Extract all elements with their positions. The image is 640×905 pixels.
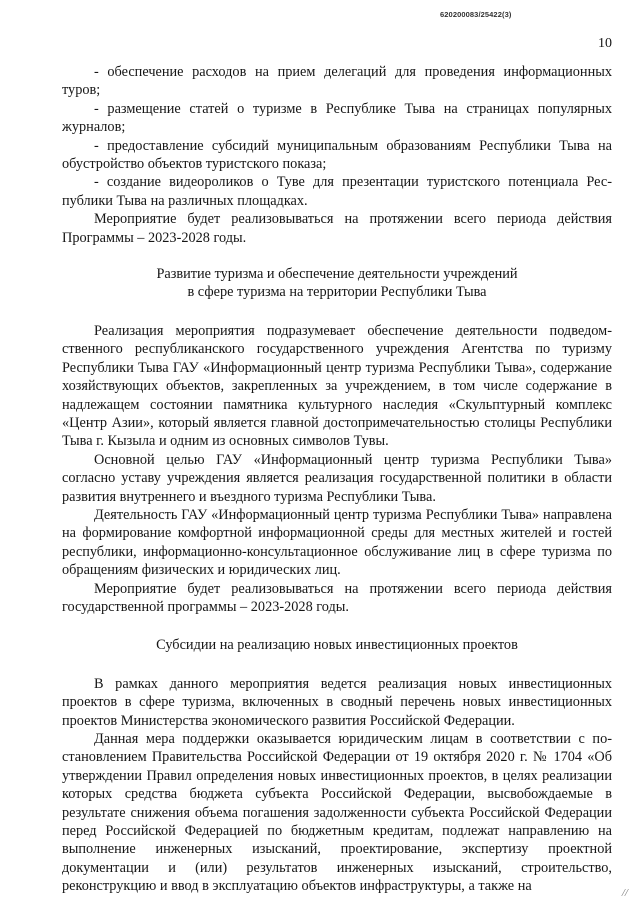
paragraph: В рамках данного мероприятия ведется реализация новых инвестиционных проектов в сфере туризма, включенных в сводный перечень новых инвестиционных проектов Министерства экономического развития Российской Федерации. <box>62 675 612 729</box>
page-number: 10 <box>598 36 612 51</box>
list-item: - размещение статей о туризме в Республике Тыва на страницах популярных журналов; <box>62 100 612 136</box>
footer-mark: // <box>621 887 628 899</box>
document-number: 620200083/25422(3) <box>440 10 512 19</box>
list-item: - обеспечение расходов на прием делегаций для проведения информационных туров; <box>62 64 612 99</box>
paragraph: Реализация мероприятия подразумевает обеспечение деятельности подведомственного республиканского государственного учреждения Агентства по туризму Республики Тыва ГАУ «Информационный центр туризма Республики Тыва», содержание хозяйствующих объектов, закрепленных за учреждением, в том числе содержание в надлежащем состоянии памятника культурного наследия «Скульптурный комплекс «Центр Азии», который является главной достопримечательностью столицы Республики Тыва г. Кызыла и одним из основных символов Тувы. <box>62 322 612 450</box>
paragraph: Основной целью ГАУ «Информационный центр туризма Республики Тыва» согласно уставу учреждения является реализация государственной политики в области развития внутреннего и въездного туризма Республики Тыва. <box>62 451 612 505</box>
section2-heading-line1: Развитие туризма и обеспечение деятельности учреждений <box>156 266 518 283</box>
section3-heading: Субсидии на реализацию новых инвестиционных проектов <box>156 637 518 654</box>
document-body <box>62 63 612 896</box>
list-item: - предоставление субсидий муниципальным образованиям Республики Тыва на обустройство объектов туристского показа; <box>62 137 612 173</box>
section1-closing: Мероприятие будет реализовываться на протяжении всего периода действия Программы – 2023-2028 годы. <box>62 211 612 246</box>
paragraph: Деятельность ГАУ «Информационный центр туризма Республики Тыва» направлена на формирование комфортной информационной среды для местных жителей и гостей республики, информационно-консультационное обслуживание лиц в сфере туризма по обращениям физических и юридических лиц. <box>62 506 612 579</box>
list-item: - создание видеороликов о Туве для презентации туристского потенциала Республики Тыва на различных площадках. <box>62 174 612 209</box>
paragraph: Данная мера поддержки оказывается юридическим лицам в соответствии с постановлением Правительства Российской Федерации от 19 октября 2020 г. № 1704 «Об утверждении Правил определения новых инвестиционных проектов, в целях реализации которых средства бюджета субъекта Российской Федерации, высвобождаемые в результате снижения объема погашения задолженности субъекта Российской Федерации перед Российской Федерацией по бюджетным кредитам, подлежат направлению на выполнение инженерных изысканий, проектирование, экспертизу проектной документации и (или) результатов инженерных изысканий, строительство, реконструкцию и ввод в эксплуатацию объектов инфраструктуры, а также на <box>62 731 612 895</box>
section2-heading-line2: в сфере туризма на территории Республики Тыва <box>187 284 487 301</box>
paragraph: Мероприятие будет реализовываться на протяжении всего периода действия государственной программы – 2023-2028 годы. <box>62 580 612 615</box>
